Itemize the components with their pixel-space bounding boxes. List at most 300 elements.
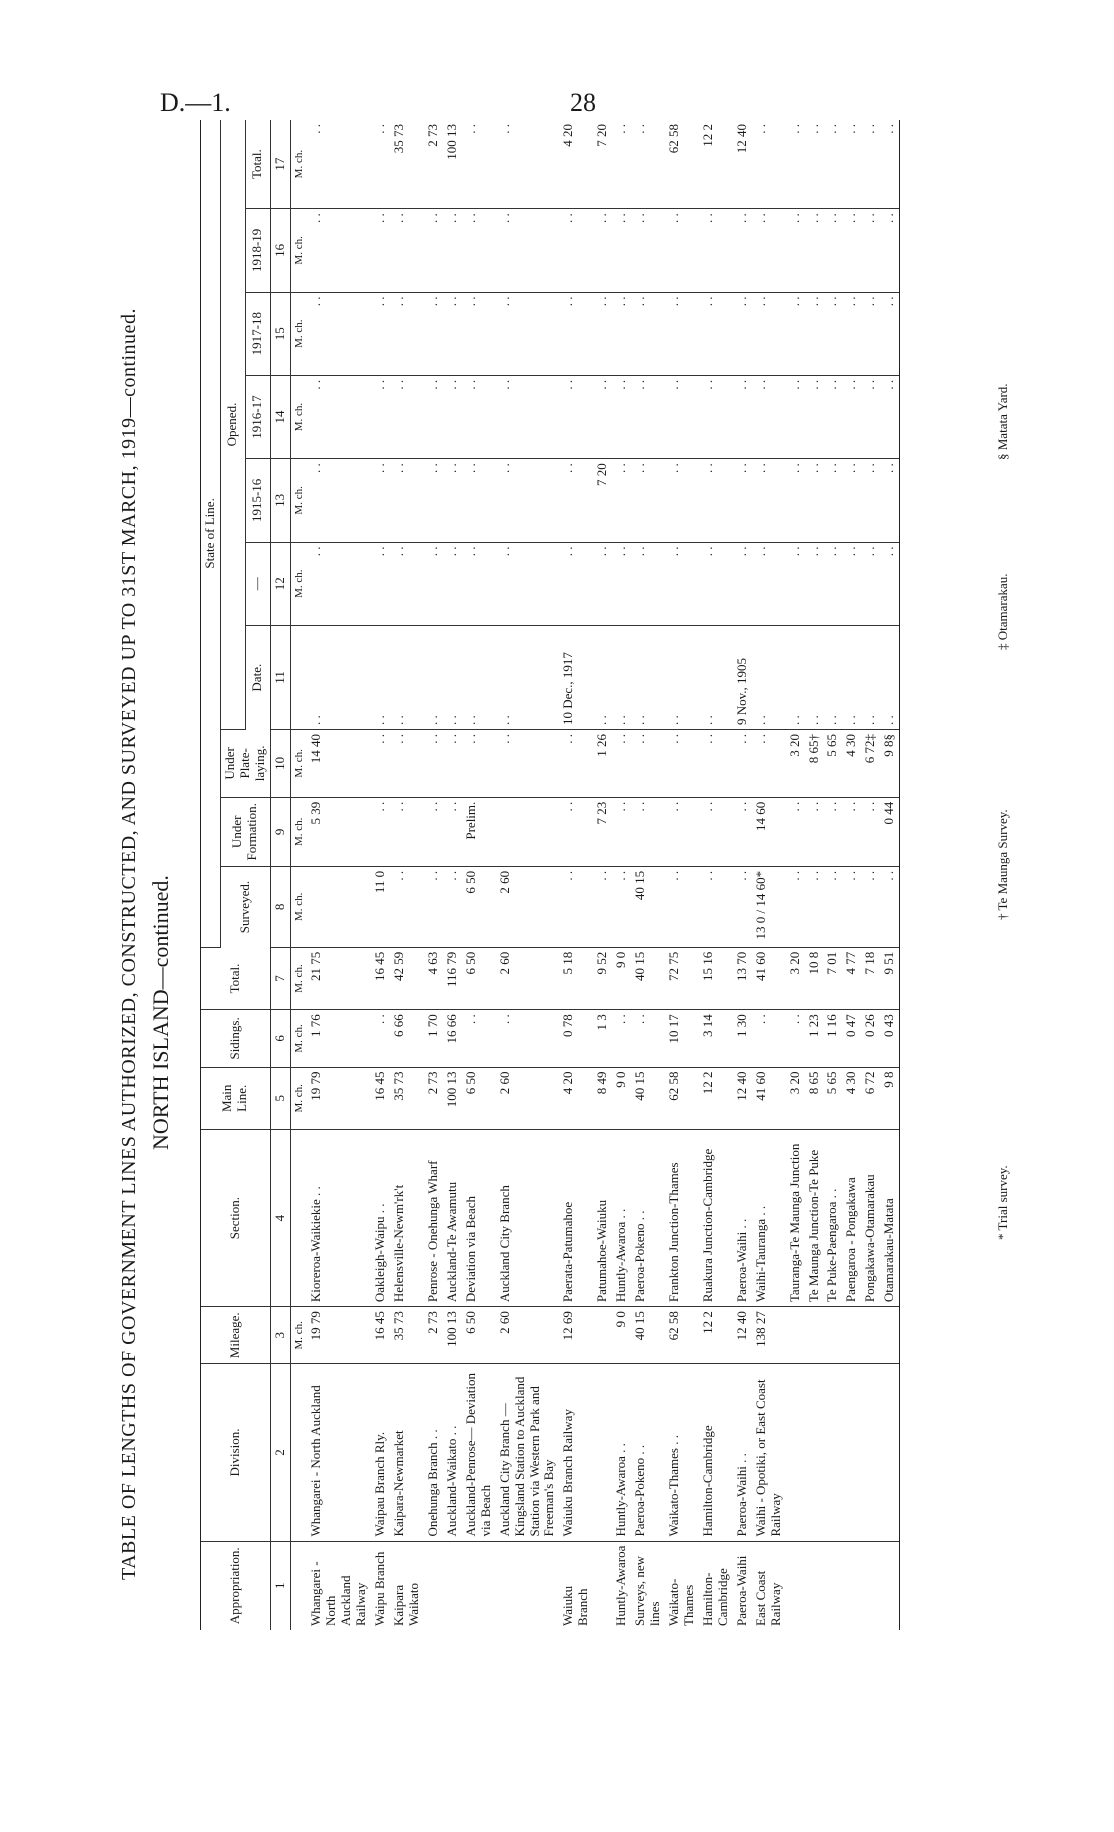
col-number: 15 (270, 292, 290, 375)
opened-1918-19-cell: . . (880, 209, 899, 292)
surveyed-cell: . . (559, 866, 593, 947)
section-cell: Auckland City Branch (496, 1130, 560, 1307)
total-cell: 72 75 (665, 947, 699, 1010)
division-cell: Waihi - Opotiki, or East Coast Railway (752, 1364, 786, 1541)
appropriation-cell: Surveys, new lines (632, 1555, 663, 1626)
total-cell: M. ch. (290, 947, 307, 1010)
section-cell (290, 1130, 307, 1307)
division-cell (842, 1364, 861, 1541)
opened-1918-19-cell: . . (612, 209, 631, 292)
date-opened-cell: . . (424, 625, 443, 729)
opened-1917-18-cell: . . (699, 292, 733, 375)
col-number: 3 (270, 1307, 290, 1364)
sidings-cell: 10 17 (665, 1010, 699, 1067)
total-cell: 116 79 (443, 947, 462, 1010)
table-row (880, 120, 899, 1630)
opened-1916-17-cell: . . (612, 375, 631, 458)
date-opened-cell: . . (612, 625, 631, 729)
page-number: 28 (570, 88, 596, 117)
opened-dash-cell: . . (593, 542, 612, 625)
opened-total-cell: 7 20 (593, 120, 612, 209)
col-number: 8 (270, 866, 290, 947)
opened-1915-16-cell: . . (443, 459, 462, 542)
main-line-cell: 9 8 (880, 1067, 899, 1130)
date-opened-cell: . . (462, 625, 496, 729)
section-cell: Paeroa-Waihi . . (733, 1130, 752, 1307)
opened-1918-19-cell: . . (733, 209, 752, 292)
appropriation-cell (496, 1541, 560, 1630)
appropriation-cell (805, 1541, 824, 1630)
mileage-cell: 100 13 (443, 1307, 462, 1364)
section-cell: Helensville-Newm'rk't (390, 1130, 424, 1307)
opened-1915-16-cell: . . (424, 459, 443, 542)
appropriation-cell (861, 1541, 880, 1630)
main-line-cell: 35 73 (390, 1067, 424, 1130)
date-opened-cell: . . (861, 625, 880, 729)
date-opened-cell: . . (593, 625, 612, 729)
opened-1918-19-cell: . . (842, 209, 861, 292)
table-row (786, 120, 805, 1630)
sidings-cell: 16 66 (443, 1010, 462, 1067)
surveyed-cell: 40 15 (631, 866, 665, 947)
opened-1915-16-cell: . . (665, 459, 699, 542)
opened-total-cell: 2 73 (424, 120, 443, 209)
appropriation-cell: East Coast Railway (752, 1570, 783, 1626)
opened-total-cell: M. ch. (290, 120, 307, 209)
opened-total-cell: 35 73 (390, 120, 424, 209)
appropriation-cell (842, 1541, 861, 1630)
table-row (752, 120, 786, 1630)
section-cell: Deviation via Beach (462, 1130, 496, 1307)
mileage-cell: 138 27 (752, 1307, 786, 1364)
under-platelaying-cell: . . (496, 730, 560, 798)
opened-total-cell: . . (612, 120, 631, 209)
col-number: 5 (270, 1067, 290, 1130)
opened-1915-16-cell: . . (496, 459, 560, 542)
table-row (631, 120, 665, 1630)
division-cell: Whangarei - North Auckland (307, 1364, 371, 1541)
opened-1915-16-cell: . . (462, 459, 496, 542)
date-opened-cell: . . (496, 625, 560, 729)
col-number: 14 (270, 375, 290, 458)
surveyed-cell: . . (593, 866, 612, 947)
division-cell (786, 1364, 805, 1541)
table-row (842, 120, 861, 1630)
opened-total-cell: . . (631, 120, 665, 209)
table-row (462, 120, 496, 1630)
main-line-cell: 9 0 (612, 1067, 631, 1130)
footnote-otamarakau: ‡ Otamarakau. (995, 573, 1010, 650)
table-row (593, 120, 612, 1630)
opened-total-cell: . . (752, 120, 786, 209)
opened-total-cell: 12 40 (733, 120, 752, 209)
appropriation-cell (290, 1541, 307, 1630)
col-number: 9 (270, 797, 290, 866)
surveyed-cell: 6 50 (462, 866, 496, 947)
under-formation-cell: . . (805, 797, 824, 866)
col-under-platelaying: Under Plate-laying. (220, 730, 270, 798)
surveyed-cell: . . (880, 866, 899, 947)
table-subtitle: NORTH ISLAND—continued. (148, 875, 173, 1150)
opened-1916-17-cell: . . (424, 375, 443, 458)
total-cell: 6 50 (462, 947, 496, 1010)
under-formation-cell: . . (424, 797, 443, 866)
opened-1917-18-cell: . . (443, 292, 462, 375)
surveyed-cell: . . (861, 866, 880, 947)
opened-dash-cell: . . (805, 542, 824, 625)
surveyed-cell: . . (612, 866, 631, 947)
table-row (424, 120, 443, 1630)
opened-1915-16-cell: . . (823, 459, 842, 542)
division-cell: Waikato-Thames . . (665, 1364, 699, 1541)
under-formation-cell: Prelim. (462, 797, 496, 866)
col-number: 2 (270, 1364, 290, 1541)
under-formation-cell: . . (823, 797, 842, 866)
total-cell: 3 20 (786, 947, 805, 1010)
section-cell: Te Puke-Paengaroa . . (823, 1130, 842, 1307)
opened-dash-cell: . . (443, 542, 462, 625)
total-cell: 41 60 (752, 947, 786, 1010)
date-opened-cell: . . (805, 625, 824, 729)
main-line-cell: M. ch. (290, 1067, 307, 1130)
opened-dash-cell: . . (390, 542, 424, 625)
col-1917-18: 1917-18 (245, 292, 270, 375)
opened-total-cell: 4 20 (559, 120, 593, 209)
under-formation-cell: M. ch. (290, 797, 307, 866)
opened-1917-18-cell: . . (880, 292, 899, 375)
total-cell: 9 0 (612, 947, 631, 1010)
mileage-cell (861, 1307, 880, 1364)
mileage-cell: 12 40 (733, 1307, 752, 1364)
division-cell: Waiuku Branch Railway (559, 1364, 593, 1541)
opened-1915-16-cell: . . (786, 459, 805, 542)
table-row (612, 120, 631, 1630)
col-appropriation: Appropriation. (201, 1541, 271, 1630)
col-under-formation: Under Formation. (220, 797, 270, 866)
section-cell: Frankton Junction-Thames (665, 1130, 699, 1307)
division-cell (880, 1364, 899, 1541)
mileage-cell: 2 73 (424, 1307, 443, 1364)
under-platelaying-cell: . . (559, 730, 593, 798)
appropriation-cell (443, 1541, 462, 1630)
column-number-row (270, 120, 290, 1630)
division-cell: Auckland-Waikato . . (443, 1364, 462, 1541)
under-platelaying-cell: M. ch. (290, 730, 307, 798)
appropriation-cell: Waipu Branch (372, 1551, 388, 1626)
under-platelaying-cell: . . (752, 730, 786, 798)
opened-dash-cell: . . (307, 542, 371, 625)
opened-dash-cell: . . (631, 542, 665, 625)
date-opened-cell: . . (842, 625, 861, 729)
table-row (733, 120, 752, 1630)
main-line-cell: 2 60 (496, 1067, 560, 1130)
appropriation-cell (462, 1541, 496, 1630)
under-platelaying-cell: . . (699, 730, 733, 798)
opened-1917-18-cell: . . (823, 292, 842, 375)
main-line-cell: 5 65 (823, 1067, 842, 1130)
opened-1915-16-cell: . . (733, 459, 752, 542)
sidings-cell: 1 16 (823, 1010, 842, 1067)
opened-1916-17-cell: . . (786, 375, 805, 458)
date-opened-cell (290, 625, 307, 729)
appropriation-cell: Whangarei - North Auckland Railway (308, 1561, 369, 1626)
opened-1918-19-cell: . . (390, 209, 424, 292)
opened-1916-17-cell: . . (861, 375, 880, 458)
table-row (443, 120, 462, 1630)
total-cell: 2 60 (496, 947, 560, 1010)
date-opened-cell: . . (823, 625, 842, 729)
mileage-cell (880, 1307, 899, 1364)
opened-1915-16-cell: . . (612, 459, 631, 542)
section-cell: Waihi-Tauranga . . (752, 1130, 786, 1307)
main-line-cell: 2 73 (424, 1067, 443, 1130)
total-cell: 13 70 (733, 947, 752, 1010)
division-cell: Waipau Branch Rly. (371, 1364, 390, 1541)
division-cell (823, 1364, 842, 1541)
opened-dash-cell: . . (823, 542, 842, 625)
opened-dash-cell: . . (559, 542, 593, 625)
opened-dash-cell: . . (462, 542, 496, 625)
opened-1916-17-cell: . . (371, 375, 390, 458)
opened-total-cell: 62 58 (665, 120, 699, 209)
surveyed-cell: . . (443, 866, 462, 947)
opened-1917-18-cell: . . (559, 292, 593, 375)
opened-1917-18-cell: M. ch. (290, 292, 307, 375)
opened-1915-16-cell: . . (805, 459, 824, 542)
opened-dash-cell: . . (752, 542, 786, 625)
under-platelaying-cell: 5 65 (823, 730, 842, 798)
total-cell: 7 18 (861, 947, 880, 1010)
opened-dash-cell: . . (699, 542, 733, 625)
main-line-cell: 12 40 (733, 1067, 752, 1130)
opened-total-cell: . . (842, 120, 861, 209)
opened-1915-16-cell: . . (390, 459, 424, 542)
opened-1917-18-cell: . . (861, 292, 880, 375)
opened-1918-19-cell: . . (443, 209, 462, 292)
appropriation-cell (424, 1541, 443, 1630)
appropriation-cell: Huntly-Awaroa (613, 1545, 629, 1626)
surveyed-cell: . . (424, 866, 443, 947)
opened-1917-18-cell: . . (752, 292, 786, 375)
opened-1916-17-cell: . . (559, 375, 593, 458)
appropriation-cell (786, 1541, 805, 1630)
date-opened-cell: 10 Dec., 1917 (559, 625, 593, 729)
sidings-cell: 3 14 (699, 1010, 733, 1067)
opened-1916-17-cell: M. ch. (290, 375, 307, 458)
footnote-matata: § Matata Yard. (995, 383, 1010, 460)
main-line-cell: 62 58 (665, 1067, 699, 1130)
appropriation-cell: Waikato-Thames (666, 1578, 696, 1626)
col-number: 12 (270, 542, 290, 625)
under-platelaying-cell: 4 30 (842, 730, 861, 798)
main-line-cell: 6 50 (462, 1067, 496, 1130)
opened-1918-19-cell: . . (424, 209, 443, 292)
sidings-cell: . . (752, 1010, 786, 1067)
opened-total-cell: . . (880, 120, 899, 209)
opened-total-cell: . . (861, 120, 880, 209)
opened-1916-17-cell: . . (665, 375, 699, 458)
opened-1917-18-cell: . . (612, 292, 631, 375)
under-formation-cell (496, 797, 560, 866)
sidings-cell: . . (462, 1010, 496, 1067)
main-line-cell: 19 79 (307, 1067, 371, 1130)
date-opened-cell: . . (699, 625, 733, 729)
table-row (805, 120, 824, 1630)
footnote-te-maunga: † Te Maunga Survey. (995, 809, 1010, 920)
main-line-cell: 8 49 (593, 1067, 612, 1130)
date-opened-cell: . . (880, 625, 899, 729)
surveyed-cell: . . (786, 866, 805, 947)
opened-1918-19-cell: . . (699, 209, 733, 292)
opened-1916-17-cell: . . (733, 375, 752, 458)
opened-1918-19-cell: . . (786, 209, 805, 292)
section-cell: Te Maunga Junction-Te Puke (805, 1130, 824, 1307)
date-opened-cell: . . (786, 625, 805, 729)
sidings-cell: . . (786, 1010, 805, 1067)
opened-1915-16-cell: M. ch. (290, 459, 307, 542)
under-platelaying-cell: . . (371, 730, 390, 798)
main-line-cell: 100 13 (443, 1067, 462, 1130)
col-section: Section. (201, 1130, 271, 1307)
under-platelaying-cell: 9 8§ (880, 730, 899, 798)
col-main-line: Main Line. (201, 1067, 271, 1130)
under-formation-cell: . . (786, 797, 805, 866)
division-cell: Huntly-Awaroa . . (612, 1364, 631, 1541)
mileage-cell: 6 50 (462, 1307, 496, 1364)
sidings-cell: . . (631, 1010, 665, 1067)
total-cell: 40 15 (631, 947, 665, 1010)
total-cell: 7 01 (823, 947, 842, 1010)
under-formation-cell: 7 23 (593, 797, 612, 866)
mileage-cell (805, 1307, 824, 1364)
under-formation-cell: . . (559, 797, 593, 866)
mileage-cell (593, 1307, 612, 1364)
sidings-cell: 0 47 (842, 1010, 861, 1067)
division-cell: Hamilton-Cambridge (699, 1364, 733, 1541)
table-title: TABLE OF LENGTHS OF GOVERNMENT LINES AUTHORIZED, CONSTRUCTED, AND SURVEYED UP TO 31ST MARCH, 1919—continued. (118, 308, 140, 1580)
under-platelaying-cell: . . (462, 730, 496, 798)
surveyed-cell (307, 866, 371, 947)
under-formation-cell: . . (861, 797, 880, 866)
section-cell: Ruakura Junction-Cambridge (699, 1130, 733, 1307)
mileage-cell: 12 2 (699, 1307, 733, 1364)
main-line-cell: 8 65 (805, 1067, 824, 1130)
total-cell: 21 75 (307, 947, 371, 1010)
opened-dash-cell: . . (880, 542, 899, 625)
col-surveyed: Surveyed. (220, 866, 270, 947)
section-cell: Oakleigh-Waipu . . (371, 1130, 390, 1307)
under-platelaying-cell: 8 65† (805, 730, 824, 798)
opened-1918-19-cell: . . (462, 209, 496, 292)
total-cell: 4 63 (424, 947, 443, 1010)
col-number: 4 (270, 1130, 290, 1307)
rotated-table-region (60, 80, 1060, 1700)
division-cell: Kaipara-Newmarket (390, 1364, 424, 1541)
opened-total-cell: . . (462, 120, 496, 209)
mileage-cell (786, 1307, 805, 1364)
table-row (390, 120, 424, 1630)
sidings-cell: M. ch. (290, 1010, 307, 1067)
opened-dash-cell: . . (371, 542, 390, 625)
table-row (559, 120, 593, 1630)
opened-1916-17-cell: . . (307, 375, 371, 458)
opened-1916-17-cell: . . (496, 375, 560, 458)
opened-1916-17-cell: . . (880, 375, 899, 458)
mileage-cell: 16 45 (371, 1307, 390, 1364)
total-cell: 5 18 (559, 947, 593, 1010)
opened-1918-19-cell: . . (665, 209, 699, 292)
sidings-cell: 1 76 (307, 1010, 371, 1067)
date-opened-cell: . . (752, 625, 786, 729)
col-1918-19: 1918-19 (245, 209, 270, 292)
col-number: 17 (270, 120, 290, 209)
surveyed-cell: 11 0 (371, 866, 390, 947)
opened-1916-17-cell: . . (842, 375, 861, 458)
sidings-cell: 1 23 (805, 1010, 824, 1067)
mileage-cell (842, 1307, 861, 1364)
opened-1915-16-cell: . . (861, 459, 880, 542)
col-date: Date. (245, 625, 270, 729)
col-opened-total: Total. (245, 120, 270, 209)
col-number: 10 (270, 730, 290, 798)
mileage-cell: 19 79 (307, 1307, 371, 1364)
opened-1917-18-cell: . . (371, 292, 390, 375)
division-cell: Auckland City Branch —Kingsland Station to Auckland Station via Western Park and Freeman's Bay (496, 1364, 560, 1541)
section-cell: Penrose - Onehunga Wharf (424, 1130, 443, 1307)
under-formation-cell: . . (631, 797, 665, 866)
table-row (496, 120, 560, 1630)
opened-1915-16-cell: . . (752, 459, 786, 542)
opened-1918-19-cell: . . (861, 209, 880, 292)
division-cell (290, 1364, 307, 1541)
col-state-of-line: State of Line. (201, 120, 221, 947)
unit-row (290, 120, 307, 1630)
under-platelaying-cell: . . (612, 730, 631, 798)
section-cell: Paengaroa - Pongakawa (842, 1130, 861, 1307)
sidings-cell: 1 3 (593, 1010, 612, 1067)
surveyed-cell: . . (733, 866, 752, 947)
col-number: 16 (270, 209, 290, 292)
col-number: 13 (270, 459, 290, 542)
sidings-cell: 6 66 (390, 1010, 424, 1067)
lengths-table (200, 120, 900, 1630)
appropriation-cell: Kaipara Waikato (391, 1583, 421, 1626)
division-cell (593, 1364, 612, 1541)
under-formation-cell: 5 39 (307, 797, 371, 866)
under-formation-cell: 0 44 (880, 797, 899, 866)
appropriation-cell: Hamilton-Cambridge (699, 1568, 730, 1626)
opened-total-cell: . . (805, 120, 824, 209)
main-line-cell: 16 45 (371, 1067, 390, 1130)
opened-1915-16-cell: . . (842, 459, 861, 542)
col-sidings: Sidings. (201, 1010, 271, 1067)
table-row (665, 120, 699, 1630)
opened-1917-18-cell: . . (842, 292, 861, 375)
col-mileage: Mileage. (201, 1307, 271, 1364)
opened-dash-cell: M. ch. (290, 542, 307, 625)
surveyed-cell: . . (665, 866, 699, 947)
mileage-cell: 62 58 (665, 1307, 699, 1364)
table-row (307, 120, 371, 1630)
surveyed-cell: . . (390, 866, 424, 947)
division-cell: Onehunga Branch . . (424, 1364, 443, 1541)
opened-total-cell: . . (786, 120, 805, 209)
sidings-cell: 0 78 (559, 1010, 593, 1067)
surveyed-cell: . . (805, 866, 824, 947)
opened-1916-17-cell: . . (593, 375, 612, 458)
section-cell: Auckland-Te Awamutu (443, 1130, 462, 1307)
col-1916-17: 1916-17 (245, 375, 270, 458)
